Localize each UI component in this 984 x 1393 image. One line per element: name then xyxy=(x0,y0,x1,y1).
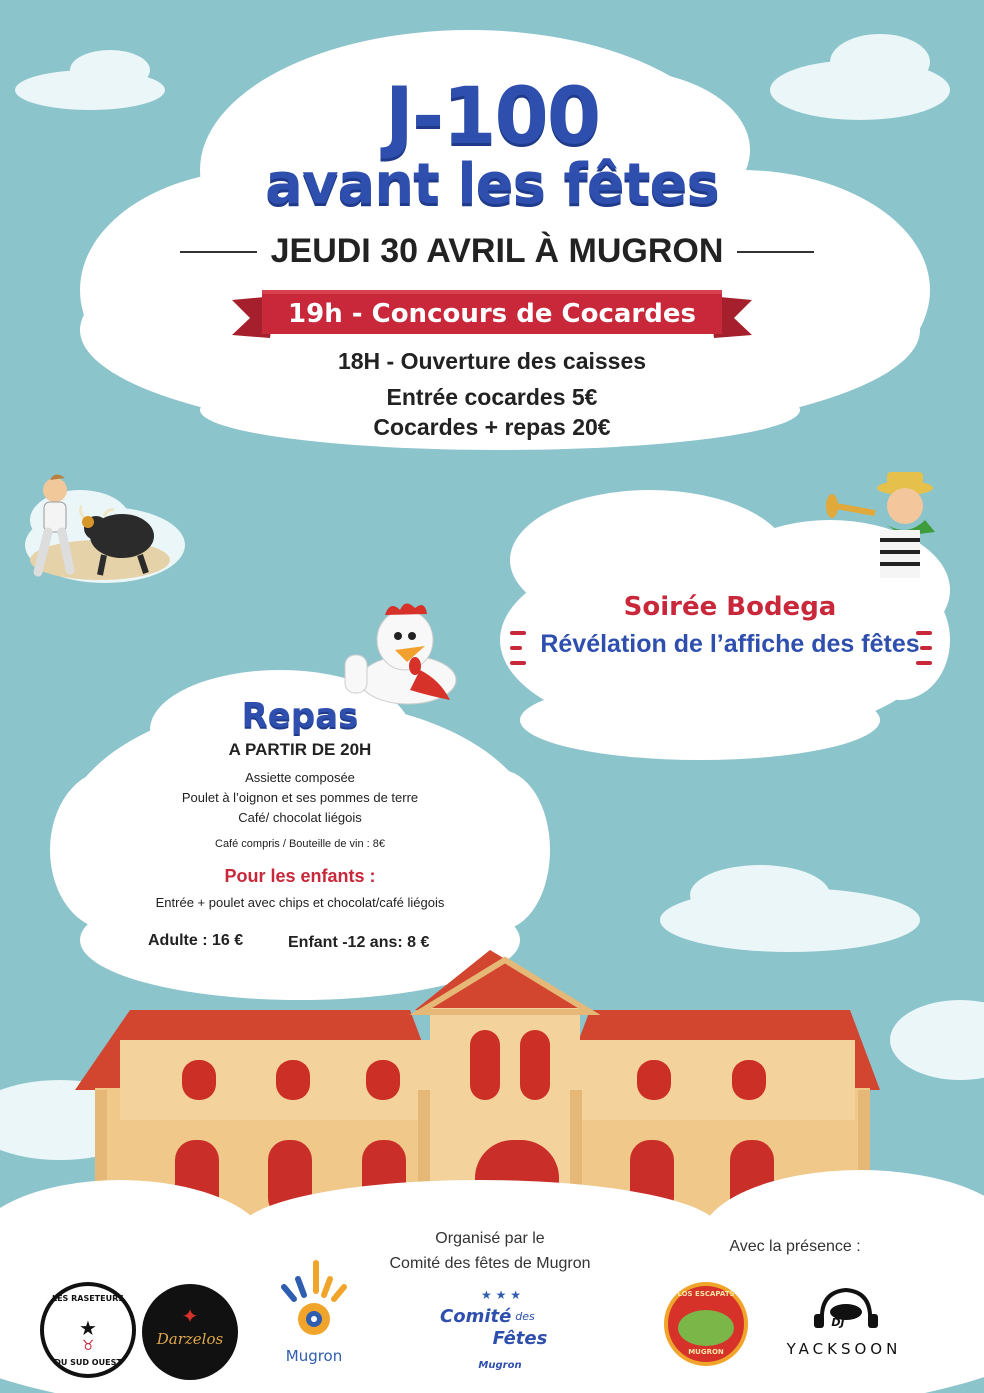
repas-time: A PARTIR DE 20H xyxy=(228,740,372,759)
escapats-logo-top: LOS ESCAPATS xyxy=(677,1290,735,1298)
escapats-logo-side: MUGRON xyxy=(688,1348,724,1356)
event-subtitle: avant les fêtes xyxy=(265,152,719,217)
dj-logo-text-1: DJ xyxy=(831,1316,845,1329)
menu-item: Assiette composée xyxy=(245,770,355,785)
price-combo: Cocardes + repas 20€ xyxy=(373,414,611,440)
darzelos-logo-text: Darzelos xyxy=(156,1330,224,1348)
stars-icon: ★ ★ ★ xyxy=(481,1288,521,1302)
raseteurs-logo xyxy=(40,1282,136,1378)
date-rule-left xyxy=(180,251,257,253)
mugron-logo xyxy=(272,1255,356,1375)
darzelos-logo xyxy=(142,1284,238,1380)
price-cocardes: Entrée cocardes 5€ xyxy=(386,384,598,410)
price-adult: Adulte : 16 € xyxy=(148,932,244,949)
menu-item: Poulet à l’oignon et ses pommes de terre xyxy=(181,790,419,805)
raseteurs-logo-bottom: DU SUD OUEST xyxy=(54,1358,122,1367)
comite-logo-text-4: Mugron xyxy=(478,1360,522,1371)
cocardes-banner-label: 19h - Concours de Cocardes xyxy=(288,299,696,329)
small-cloud-lower-right xyxy=(890,1000,984,1080)
dj-yacksoon-logo xyxy=(762,1282,926,1364)
rooster-mascot-illustration xyxy=(345,603,456,704)
bird-icon: ✦ xyxy=(181,1304,199,1328)
organizer-line-1: Organisé par le xyxy=(435,1230,545,1247)
comite-des-fetes-logo xyxy=(440,1288,562,1380)
mascot-icon xyxy=(678,1310,734,1346)
price-child: Enfant -12 ans: 8 € xyxy=(288,934,430,951)
los-escapats-logo xyxy=(664,1282,748,1366)
repas-title: Repas xyxy=(241,696,359,736)
date-rule-right xyxy=(737,251,814,253)
small-cloud-mid-right xyxy=(660,865,920,952)
star-icon: ★ xyxy=(79,1316,97,1340)
date-line xyxy=(180,232,814,271)
kids-menu: Entrée + poulet avec chips et chocolat/café liégois xyxy=(155,895,445,910)
bodega-subtitle: Révélation de l’affiche des fêtes xyxy=(540,630,920,658)
bull-head-icon: ♉ xyxy=(81,1338,95,1354)
dj-logo-text-2: YACKSOON xyxy=(786,1340,902,1358)
presence-label: Avec la présence : xyxy=(729,1238,861,1255)
mugron-logo-text: Mugron xyxy=(285,1347,343,1365)
event-date: JEUDI 30 AVRIL À MUGRON xyxy=(270,232,724,270)
comite-logo-text-1: Comité xyxy=(440,1306,512,1327)
mugron-emblem-icon xyxy=(272,1255,356,1345)
comite-logo-text-3: Fêtes xyxy=(492,1328,548,1349)
comite-logo-text-2: des xyxy=(515,1310,535,1323)
bodega-title: Soirée Bodega xyxy=(623,592,837,622)
kids-title: Pour les enfants : xyxy=(224,866,376,886)
opening-time: 18H - Ouverture des caisses xyxy=(337,348,647,374)
raseteurs-logo-top: LES RASETEURS xyxy=(51,1294,125,1303)
event-title: J-100 xyxy=(384,72,600,162)
organizer-line-2: Comité des fêtes de Mugron xyxy=(389,1255,591,1272)
menu-item: Café/ chocolat liégois xyxy=(238,810,362,825)
menu-note: Café compris / Bouteille de vin : 8€ xyxy=(215,838,385,850)
bull-runner-illustration xyxy=(30,474,170,580)
